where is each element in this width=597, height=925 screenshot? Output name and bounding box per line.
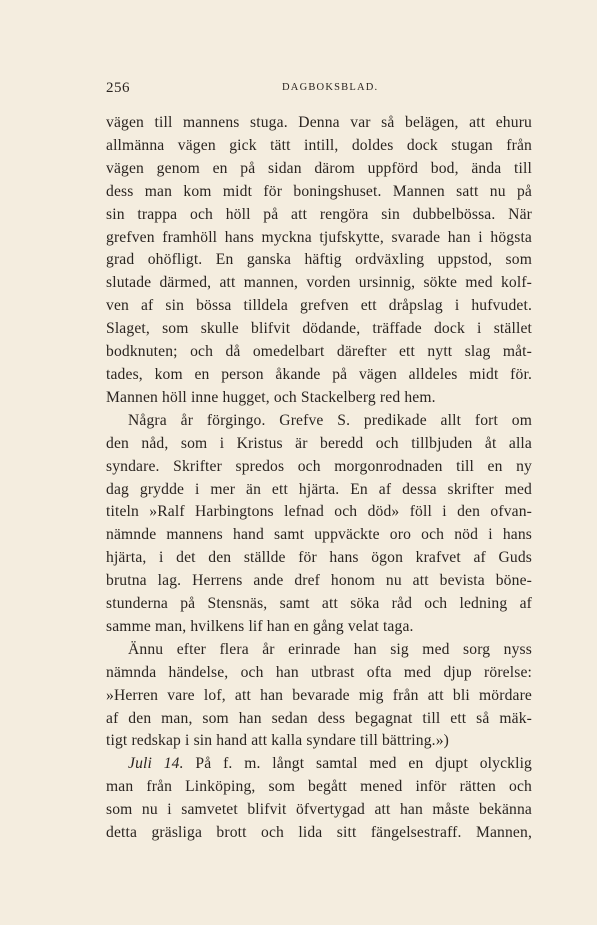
- text-line: man från Linköping, som begått mened inför rätten och: [106, 778, 532, 796]
- paragraph: [106, 112, 532, 410]
- paragraph: [106, 639, 532, 754]
- text-line: bodknuten; och då omedelbart därefter ett nytt slag måt-: [106, 343, 532, 361]
- text-line: vägen till mannens stuga. Denna var så belägen, att ehuru: [106, 114, 532, 131]
- text-line: grefven framhöll hans myckna tjufskytte, svarade han i högsta: [106, 228, 532, 246]
- text-line: dag grydde i mer än ett hjärta. En af dessa skrifter med: [106, 480, 532, 498]
- text-line: [106, 753, 532, 776]
- text-line: grad ohöfligt. En ganska häftig ordväxling uppstod, som: [106, 251, 532, 269]
- text-line: samme man, hvilkens lif han en gång velat taga.: [106, 617, 414, 635]
- text-line: titeln »Ralf Harbingtons lefnad och död» föll i den ofvan-: [106, 503, 532, 521]
- text-line: slutade därmed, att mannen, vorden ursinnig, sökte med kolf-: [106, 274, 532, 292]
- text-line: allmänna vägen gick tätt intill, doldes dock stugan från: [106, 136, 532, 154]
- text-line: nämnda händelse, och han utbrast ofta med djup rörelse:: [106, 663, 532, 681]
- text-line: Mannen höll inne hugget, och Stackelberg red hem.: [106, 388, 436, 406]
- body-text: [106, 112, 532, 845]
- text-line: vägen genom en på sidan därom uppförd bod, ända till: [106, 159, 532, 177]
- text-line: Slaget, som skulle blifvit dödande, träffade dock i stället: [106, 320, 532, 338]
- text-fragment: På f. m. långt samtal med en djupt olycklig: [183, 755, 532, 773]
- text-line: den nåd, som i Kristus är beredd och tillbjuden åt alla: [106, 434, 532, 452]
- text-line: tigt redskap i sin hand att kalla syndare till bättring.»): [106, 732, 450, 750]
- text-line: ven af sin bössa tilldela grefven ett dråpslag i hufvudet.: [106, 297, 532, 315]
- page-header: [106, 80, 531, 100]
- text-line: nämnde mannens hand samt uppväckte oro och nöd i hans: [106, 526, 532, 544]
- text-line: syndare. Skrifter spredos och morgonrodnaden till en ny: [106, 457, 532, 475]
- page-number: 256: [106, 80, 130, 96]
- text-line: brutna lag. Herrens ande dref honom nu att bevista böne-: [106, 572, 532, 590]
- text-line: som nu i samvetet blifvit öfvertygad att han måste bekänna: [106, 801, 532, 819]
- paragraph: [106, 753, 532, 845]
- text-line: dess man kom midt för boningshuset. Mannen satt nu på: [106, 182, 532, 200]
- text-line: tades, kom en person åkande på vägen alldeles midt för.: [106, 365, 532, 383]
- paragraph: [106, 410, 532, 639]
- text-line: af den man, som han sedan dess begagnat till ett så mäk-: [106, 709, 532, 727]
- running-head: DAGBOKSBLAD.: [282, 82, 379, 93]
- diary-date: Juli 14.: [128, 755, 184, 773]
- text-line: stunderna på Stensnäs, samt att söka råd och ledning af: [106, 595, 532, 613]
- text-line: Några år förgingo. Grefve S. predikade allt fort om: [128, 411, 532, 429]
- text-line: »Herren vare lof, att han bevarade mig från att bli mördare: [106, 686, 532, 704]
- text-line: sin trappa och höll på att rengöra sin dubbelbössa. När: [106, 205, 532, 223]
- text-line: Ännu efter flera år erinrade han sig med sorg nyss: [128, 640, 532, 658]
- text-line: hjärta, i det den ställde för hans ögon krafvet af Guds: [106, 549, 532, 567]
- text-line: detta gräsliga brott och lida sitt fängelsestraff. Mannen,: [106, 824, 532, 842]
